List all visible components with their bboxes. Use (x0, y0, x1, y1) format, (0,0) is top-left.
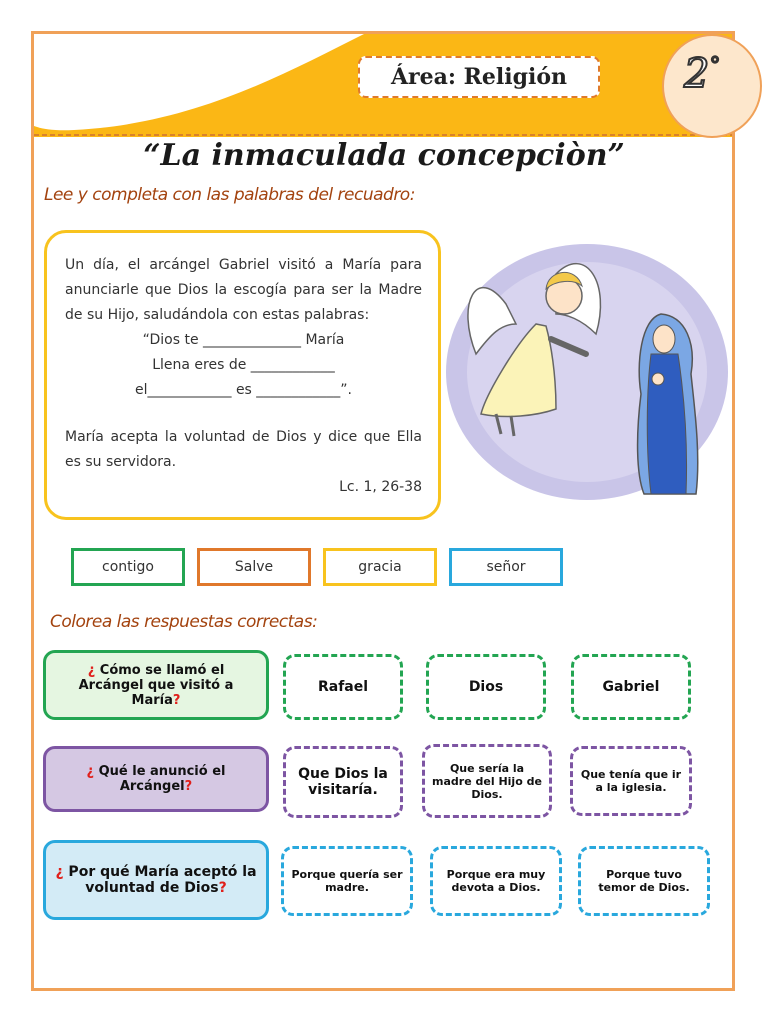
reading-box (44, 230, 441, 520)
reading-paragraph-2: María acepta la voluntad de Dios y dice que Ella es su servidora. (65, 429, 422, 470)
question-1: ¿ Cómo se llamó el Arcángel que visitó a María? (43, 650, 269, 720)
reading-line-2: Llena eres de ____________ (152, 357, 335, 373)
page-title: “La inmaculada concepciòn” (143, 138, 625, 173)
option-2-2[interactable]: Que sería la madre del Hijo de Dios. (422, 744, 552, 818)
instruction-color: Colorea las respuestas correctas: (50, 612, 318, 632)
option-2-3[interactable]: Que tenía que ir a la iglesia. (570, 746, 692, 816)
option-1-1[interactable]: Rafael (283, 654, 403, 720)
question-2: ¿ Qué le anunció el Arcángel? (43, 746, 269, 812)
grade-number: 2° (684, 51, 721, 97)
option-3-2[interactable]: Porque era muy devota a Dios. (430, 846, 562, 916)
word-bank-salve: Salve (197, 548, 311, 586)
option-3-3[interactable]: Porque tuvo temor de Dios. (578, 846, 710, 916)
reading-line-1: “Dios te ______________ María (142, 332, 345, 348)
area-label: Área: Religión (358, 56, 600, 98)
option-1-2[interactable]: Dios (426, 654, 546, 720)
word-bank-contigo: contigo (71, 548, 185, 586)
question-3: ¿ Por qué María aceptó la voluntad de Dios? (43, 840, 269, 920)
reading-paragraph-1: Un día, el arcángel Gabriel visitó a María para anunciarle que Dios la escogía para ser la Madre de su Hijo, saludándola con estas palabras: (65, 257, 422, 323)
instruction-complete: Lee y completa con las palabras del recuadro: (44, 185, 415, 205)
reading-reference: Lc. 1, 26-38 (339, 479, 422, 495)
reading-line-3: el____________ es ____________”. (134, 382, 352, 398)
option-2-1[interactable]: Que Dios la visitaría. (283, 746, 403, 818)
word-bank-gracia: gracia (323, 548, 437, 586)
annunciation-illustration (446, 244, 728, 500)
option-3-1[interactable]: Porque quería ser madre. (281, 846, 413, 916)
word-bank-senor: señor (449, 548, 563, 586)
option-1-3[interactable]: Gabriel (571, 654, 691, 720)
